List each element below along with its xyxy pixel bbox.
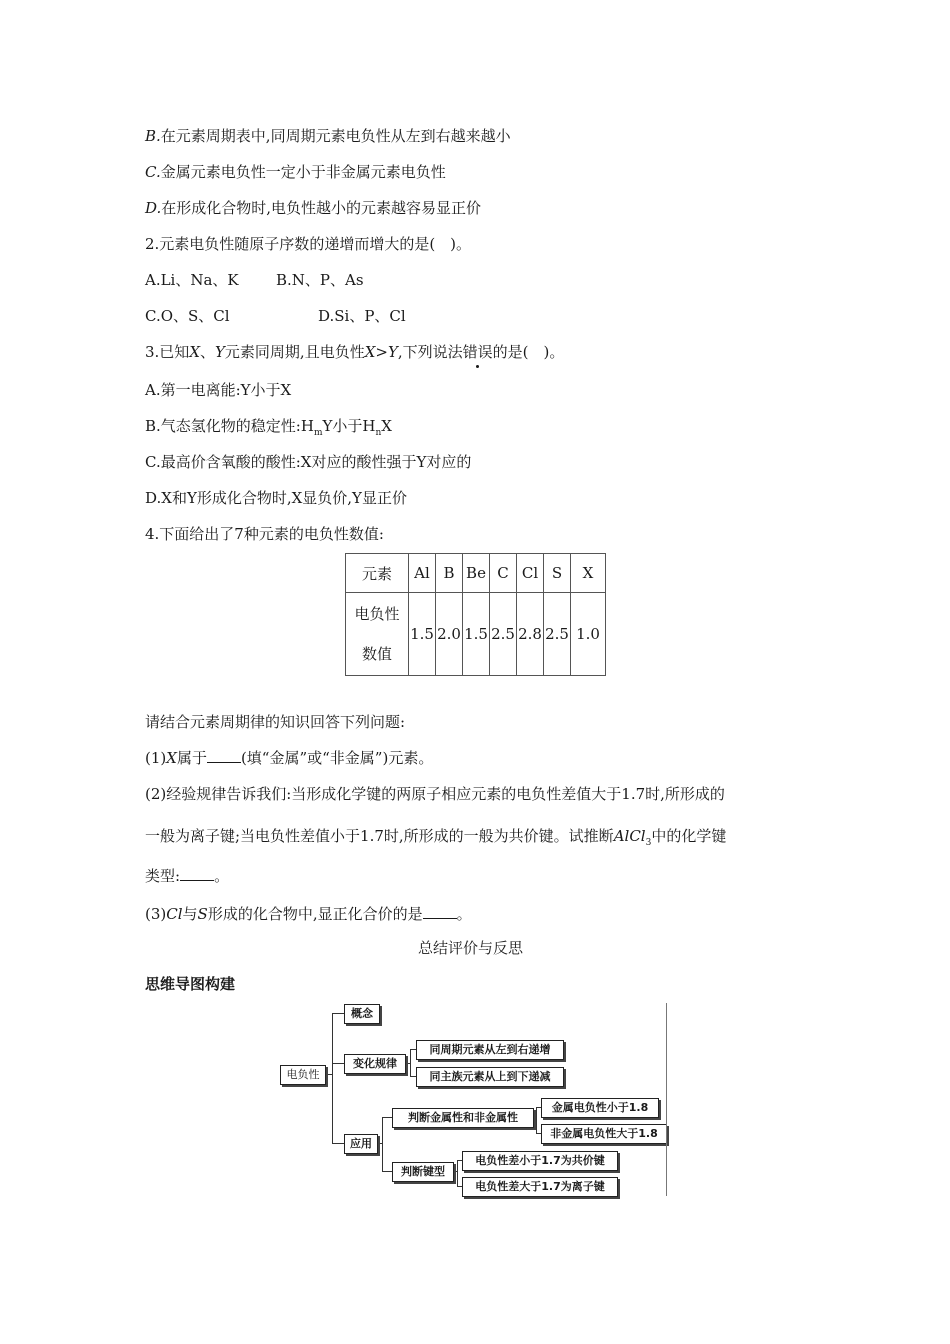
q1-option-d: D.在形成化合物时,电负性越小的元素越容易显正价 [145, 199, 482, 217]
q4-part-2-line-2: 一般为离子键;当电负性差值小于1.7时,所形成的一般为共价键。试推断AlCl$_3$中的化学键 [145, 827, 727, 848]
mind-map [270, 1003, 670, 1198]
q3-stem: 3.已知X、Y元素同周期,且电负性X>Y,下列说法错误的是( )。 [145, 343, 565, 361]
q1-option-c: C.金属元素电负性一定小于非金属元素电负性 [145, 163, 446, 181]
q4-part-2-line-1: (2)经验规律告诉我们:当形成化学键的两原子相应元素的电负性差值大于1.7时,所形成的 [145, 785, 725, 803]
mindmap-root: 电负性 [280, 1065, 326, 1085]
table-cell: 2.5 [544, 593, 571, 676]
table-header-cell: Al [409, 554, 436, 593]
divider [666, 1003, 667, 1196]
table-row-label: 电负性 数值 [346, 593, 409, 676]
table-cell: 2.0 [436, 593, 463, 676]
q2-option-d: D.Si、P、Cl [318, 307, 406, 325]
q3-option-d: D.X和Y形成化合物时,X显负价,Y显正价 [145, 489, 407, 507]
emphasis-word: 错误 [462, 343, 493, 361]
q2-option-c: C.O、S、Cl [145, 307, 230, 325]
q4-part-1: (1)X属于 (填“金属”或“非金属”)元素。 [145, 749, 434, 767]
section-title: 总结评价与反思 [418, 939, 524, 957]
mindmap-node-bond-2: 电负性差大于1.7为离子键 [462, 1177, 618, 1197]
mindmap-heading: 思维导图构建 [145, 975, 236, 993]
table-cell: 1.5 [463, 593, 490, 676]
mindmap-node-concept: 概念 [344, 1004, 380, 1024]
electronegativity-table [345, 553, 606, 676]
table-header-cell: S [544, 554, 571, 593]
mindmap-node-application: 应用 [344, 1134, 378, 1154]
answer-blank [180, 866, 214, 881]
q4-stem: 4.下面给出了7种元素的电负性数值: [145, 525, 384, 543]
q2-option-a: A.Li、Na、K [145, 271, 239, 289]
q4-prompt: 请结合元素周期律的知识回答下列问题: [145, 713, 406, 731]
answer-blank [423, 904, 457, 919]
table-cell: 2.8 [517, 593, 544, 676]
table-header-cell: B [436, 554, 463, 593]
mindmap-node-trend: 变化规律 [344, 1054, 406, 1074]
answer-blank [207, 748, 241, 763]
mindmap-node-judge-bond: 判断键型 [392, 1162, 454, 1182]
table-header-cell: 元素 [346, 554, 409, 593]
q1-option-b: B.在元素周期表中,同周期元素电负性从左到右越来越小 [145, 127, 511, 145]
table-cell: 2.5 [490, 593, 517, 676]
mindmap-node-bond-1: 电负性差小于1.7为共价键 [462, 1151, 618, 1171]
table-header-cell: C [490, 554, 517, 593]
table-header-cell: X [571, 554, 606, 593]
table-cell: 1.5 [409, 593, 436, 676]
mindmap-node-metal-2: 非金属电负性大于1.8 [541, 1124, 667, 1144]
mindmap-node-judge-metal: 判断金属性和非金属性 [392, 1108, 534, 1128]
mindmap-node-metal-1: 金属电负性小于1.8 [541, 1098, 659, 1118]
q3-option-b: B.气态氢化物的稳定性$:H_mY$小于$H_nX$ [145, 417, 392, 438]
table-header-cell: Be [463, 554, 490, 593]
table-header-cell: Cl [517, 554, 544, 593]
table-value-row [346, 593, 606, 676]
table-cell: 1.0 [571, 593, 606, 676]
q4-part-3: (3)Cl与S形成的化合物中,显正化合价的是 。 [145, 905, 472, 923]
q3-option-a: A.第一电离能:Y小于X [145, 381, 292, 399]
q2-stem: 2.元素电负性随原子序数的递增而增大的是( )。 [145, 235, 472, 253]
q2-option-b: B.N、P、As [276, 271, 364, 289]
table-header-row [346, 554, 606, 593]
mindmap-node-trend-2: 同主族元素从上到下递减 [416, 1067, 564, 1087]
mindmap-node-trend-1: 同周期元素从左到右递增 [416, 1040, 564, 1060]
q4-part-2-line-3: 类型: 。 [145, 867, 230, 885]
q3-option-c: C.最高价含氧酸的酸性:X对应的酸性强于Y对应的 [145, 453, 472, 471]
